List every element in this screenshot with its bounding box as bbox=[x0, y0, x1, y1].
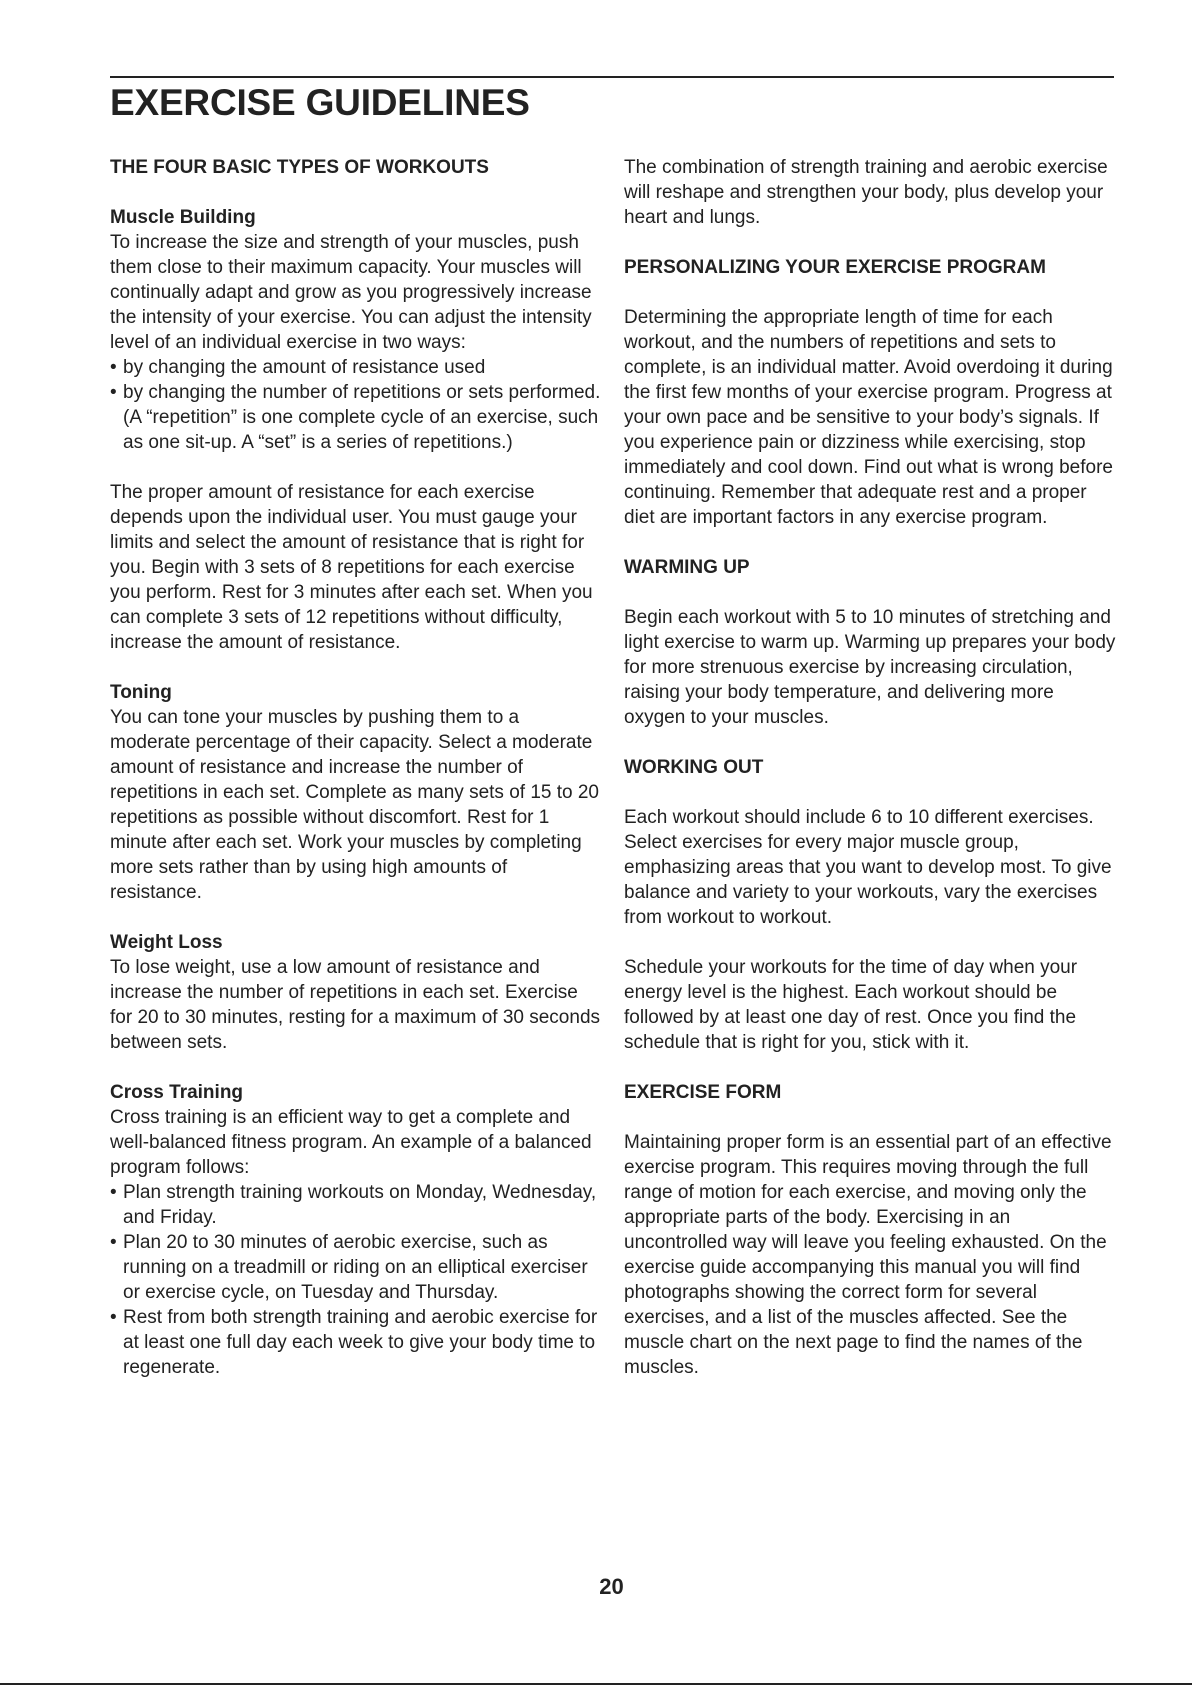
paragraph: The combination of strength training and aerobic exercise will reshape and strengthen your body, plus develop your heart and lungs. bbox=[624, 157, 1108, 228]
page-title: EXERCISE GUIDELINES bbox=[110, 82, 530, 123]
list-item: • Plan 20 to 30 minutes of aerobic exercise, such as running on a treadmill or riding on an elliptical exerciser or exercise cycle, on Tuesday and Thursday. bbox=[110, 1230, 602, 1305]
paragraph: Schedule your workouts for the time of day when your energy level is the highest. Each workout should be followed by at least one day of rest. Once you find the schedule that is right for you, stick with it. bbox=[624, 957, 1078, 1053]
list-item: • by changing the number of repetitions or sets performed. (A “repetition” is one complete cycle of an exercise, such as one sit-up. A “set” is a series of repetitions.) bbox=[110, 380, 602, 455]
section-heading-personalizing: PERSONALIZING YOUR EXERCISE PROGRAM bbox=[624, 257, 1046, 278]
list-item: • by changing the amount of resistance used bbox=[110, 355, 602, 380]
paragraph: Begin each workout with 5 to 10 minutes of stretching and light exercise to warm up. Warming up prepares your body for more strenuous exercise by increasing circulation, raising your body temperature, and delivering more oxygen to your muscles. bbox=[624, 607, 1116, 728]
bullet-list bbox=[110, 1180, 602, 1380]
paragraph: Maintaining proper form is an essential part of an effective exercise program. This requires moving through the full range of motion for each exercise, and moving only the appropriate parts of the body. Exercising in an uncontrolled way will leave you feeling exhausted. On the exercise guide accompanying this manual you will find photographs showing the correct form for several exercises, and a list of the muscles affected. See the muscle chart on the next page to find the names of the muscles. bbox=[624, 1132, 1112, 1378]
list-item: • Plan strength training workouts on Monday, Wednesday, and Friday. bbox=[110, 1180, 602, 1230]
top-rule bbox=[110, 76, 1114, 78]
section-heading-workout-types: THE FOUR BASIC TYPES OF WORKOUTS bbox=[110, 157, 489, 178]
paragraph: Each workout should include 6 to 10 different exercises. Select exercises for every major muscle group, emphasizing areas that you want to develop most. To give balance and variety to your workouts, vary the exercises from workout to workout. bbox=[624, 807, 1112, 928]
section-heading-working-out: WORKING OUT bbox=[624, 757, 764, 778]
left-column bbox=[110, 155, 602, 1380]
subheading-toning: Toning bbox=[110, 682, 172, 703]
bullet-list bbox=[110, 355, 602, 455]
paragraph: You can tone your muscles by pushing them to a moderate percentage of their capacity. Select a moderate amount of resistance and increase the number of repetitions in each set. Complete as many sets of 15 to 20 repetitions as possible without discomfort. Rest for 1 minute after each set. Work your muscles by completing more sets rather than by using high amounts of resistance. bbox=[110, 707, 599, 903]
right-column bbox=[624, 155, 1116, 1380]
paragraph: Determining the appropriate length of time for each workout, and the numbers of repetitions and sets to complete, is an individual matter. Avoid overdoing it during the first few months of your exercise program. Progress at your own pace and be sensitive to your body’s signals. If you experience pain or dizziness while exercising, stop immediately and cool down. Find out what is wrong before continuing. Remember that adequate rest and a proper diet are important factors in any exercise program. bbox=[624, 307, 1113, 528]
paragraph: The proper amount of resistance for each exercise depends upon the individual user. You must gauge your limits and select the amount of resistance that is right for you. Begin with 3 sets of 8 repetitions for each exercise you perform. Rest for 3 minutes after each set. When you can complete 3 sets of 12 repetitions without difficulty, increase the amount of resistance. bbox=[110, 482, 593, 653]
page-number: 20 bbox=[599, 1574, 624, 1599]
subheading-cross-training: Cross Training bbox=[110, 1082, 244, 1103]
section-heading-exercise-form: EXERCISE FORM bbox=[624, 1082, 782, 1103]
subheading-muscle-building: Muscle Building bbox=[110, 207, 256, 228]
paragraph: To increase the size and strength of your muscles, push them close to their maximum capacity. Your muscles will continually adapt and grow as you progressively increase the intensity of your exercise. You can adjust the intensity level of an individual exercise in two ways: bbox=[110, 232, 592, 353]
list-item: • Rest from both strength training and aerobic exercise for at least one full day each week to give your body time to regenerate. bbox=[110, 1305, 602, 1380]
subheading-weight-loss: Weight Loss bbox=[110, 932, 223, 953]
section-heading-warming-up: WARMING UP bbox=[624, 557, 750, 578]
paragraph: Cross training is an efficient way to get a complete and well-balanced fitness program. An example of a balanced program follows: bbox=[110, 1107, 592, 1178]
paragraph: To lose weight, use a low amount of resistance and increase the number of repetitions in each set. Exercise for 20 to 30 minutes, resting for a maximum of 30 seconds between sets. bbox=[110, 957, 601, 1053]
